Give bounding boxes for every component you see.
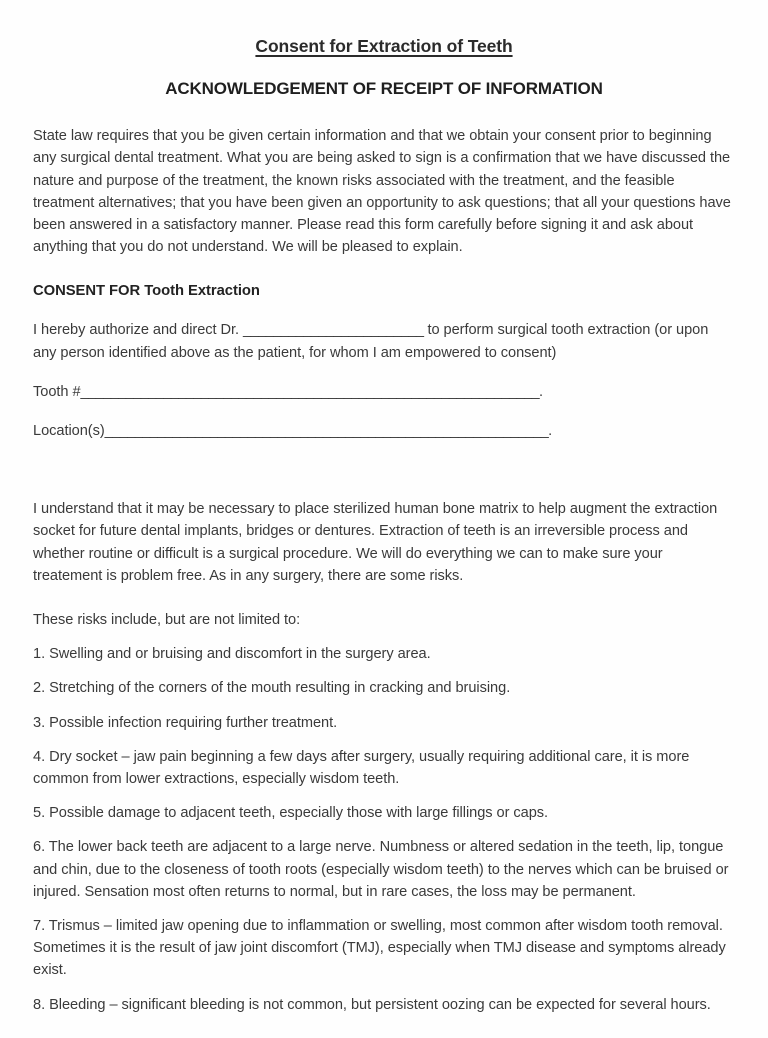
risk-item: 8. Bleeding – significant bleeding is not common, but persistent oozing can be expected for several hours. (33, 996, 711, 1013)
spacer (33, 258, 735, 280)
section-gap (33, 442, 735, 498)
tooth-number-terminator: . (539, 383, 544, 400)
risk-item: 3. Possible infection requiring further treatment. (33, 714, 338, 731)
authorize-statement (33, 319, 735, 363)
tooth-number-label: Tooth # (33, 383, 81, 400)
risks-list (33, 643, 735, 1016)
risk-item: 5. Possible damage to adjacent teeth, especially those with large fillings or caps. (33, 805, 549, 822)
spacer (33, 302, 735, 319)
spacer (33, 364, 735, 381)
location-field (33, 420, 735, 442)
risk-item: 6. The lower back teeth are adjacent to a large nerve. Numbness or altered sedation in the teeth, lip, tongue and chin, due to the closeness of tooth roots (especially wisdom teeth) to the nerves which can be bruised or injured. Sensation most often returns to normal, but in rare cases, the loss may be permanent. (33, 839, 729, 900)
spacer (33, 403, 735, 420)
doctor-name-blank[interactable]: ________________________ (243, 322, 424, 339)
understanding-paragraph: I understand that it may be necessary to place sterilized human bone matrix to help augment the extraction socket for future dental implants, bridges or dentures. Extraction of teeth is an irreversible process and whether routine or difficult is a surgical procedure. We will do everything we can to make sure your treatement is problem free. As in any surgery, there are some risks. (33, 501, 718, 584)
tooth-number-blank[interactable]: _____________________________________________________________ (80, 383, 540, 400)
risk-item: 1. Swelling and or bruising and discomfort in the surgery area. (33, 646, 431, 663)
intro-paragraph: State law requires that you be given certain information and that we obtain your consent prior to beginning any surgical dental treatment. What you are being asked to sign is a confirmation that we have discussed the nature and purpose of the treatment, the known risks associated with the treatment, and the feasible treatment alternatives; that you have been given an opportunity to ask questions; that all your questions have been answered in a satisfactory manner. Please read this form carefully before signing it and ask about anything that you do not understand. We will be pleased to explain. (33, 128, 731, 256)
page-subtitle: ACKNOWLEDGEMENT OF RECEIPT OF INFORMATION (165, 78, 603, 98)
spacer (33, 99, 735, 125)
spacer (33, 587, 735, 609)
risks-lead-in: These risks include, but are not limited to: (33, 611, 301, 628)
location-terminator: . (548, 422, 553, 439)
location-blank[interactable]: ___________________________________________________________ (104, 422, 549, 439)
authorize-prefix-text: I hereby authorize and direct Dr. (33, 322, 244, 339)
page-title (33, 36, 735, 58)
risk-item: 2. Stretching of the corners of the mouth resulting in cracking and bruising. (33, 680, 511, 697)
location-label: Location(s) (33, 422, 105, 439)
risk-item: 4. Dry socket – jaw pain beginning a few days after surgery, usually requiring additional care, it is more common from lower extractions, especially wisdom teeth. (33, 748, 690, 787)
document-content (33, 0, 735, 1016)
spacer (33, 631, 735, 643)
authorize-suffix-text: to perform surgical tooth extraction (or upon any person identified above as the patient, for whom I am empowered to consent) (33, 322, 709, 361)
tooth-number-field (33, 381, 735, 403)
risk-item: 7. Trismus – limited jaw opening due to inflammation or swelling, most common after wisdom tooth removal. Sometimes it is the result of jaw joint discomfort (TMJ), especially when TMJ disease and symptoms already exist. (33, 918, 726, 979)
consent-section-heading: CONSENT FOR Tooth Extraction (33, 283, 260, 300)
page-title-text: Consent for Extraction of Teeth (255, 36, 513, 56)
